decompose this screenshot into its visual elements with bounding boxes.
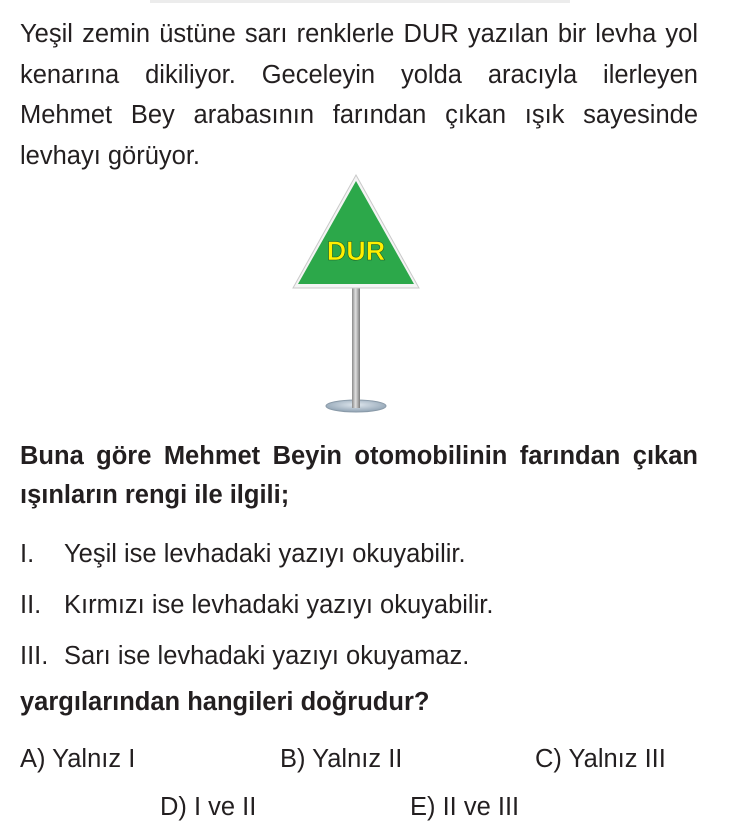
dur-sign-graphic — [288, 172, 428, 417]
answer-option-c[interactable]: C) Yalnız III — [535, 745, 666, 773]
statement-1 — [20, 538, 466, 570]
sign-triangle — [298, 181, 414, 284]
statement-number: III. — [20, 642, 49, 670]
statement-text: Sarı ise levhadaki yazıyı okuyamaz. — [64, 642, 470, 670]
sign-text: DUR — [326, 236, 386, 266]
statement-2 — [20, 589, 493, 621]
answer-option-e[interactable]: E) II ve III — [410, 793, 520, 821]
answer-option-a[interactable]: A) Yalnız I — [20, 745, 136, 773]
top-divider — [150, 0, 570, 3]
answer-option-b[interactable]: B) Yalnız II — [280, 745, 403, 773]
statement-3 — [20, 640, 469, 672]
question-stem: Buna göre Mehmet Beyin otomobilinin farından çıkan ışınların rengi ile ilgili; — [20, 442, 698, 509]
statement-number: I. — [20, 540, 35, 568]
statement-text: Yeşil ise levhadaki yazıyı okuyabilir. — [64, 540, 466, 568]
statement-text: Kırmızı ise levhadaki yazıyı okuyabilir. — [64, 591, 494, 619]
question-prompt: yargılarından hangileri doğrudur? — [20, 688, 430, 716]
dur-sign-illustration — [288, 172, 428, 417]
answer-option-d[interactable]: D) I ve II — [160, 793, 257, 821]
intro-paragraph: Yeşil zemin üstüne sarı renklerle DUR yazılan bir levha yol kenarına dikiliyor. Geceleyin yolda aracıyla ilerleyen Mehmet Bey arabasının farından çıkan ışık sayesinde levhayı görüyor. — [20, 20, 698, 170]
statement-number: II. — [20, 591, 42, 619]
sign-pole — [352, 284, 360, 408]
